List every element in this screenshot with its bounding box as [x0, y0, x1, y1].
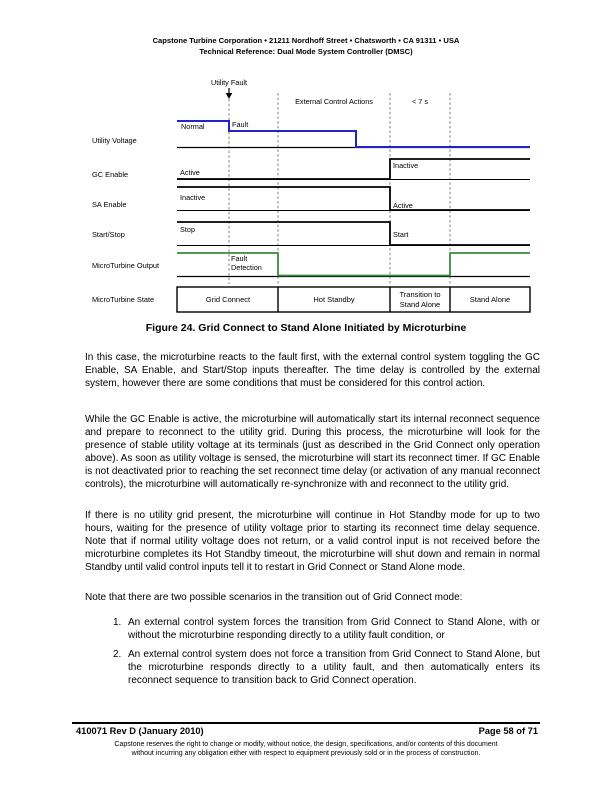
start-stop-stop-label: Stop: [180, 225, 196, 234]
list-item-1: An external control system forces the transition from Grid Connect to Stand Alone, with or without the microturbine responding directly to a utility fault condition, or: [128, 617, 540, 641]
state-grid-connect: Grid Connect: [205, 294, 251, 304]
fault-detection-line2: Detection: [231, 262, 262, 272]
list-item-1-number: 1.: [113, 617, 122, 628]
row-label-microturbine-output: MicroTurbine Output: [92, 261, 160, 270]
footer-divider: [72, 722, 540, 724]
row-label-microturbine-state: MicroTurbine State: [92, 295, 155, 304]
sa-enable-waveform: [177, 187, 530, 210]
down-arrow-icon: [226, 88, 233, 99]
figure-caption: Figure 24. Grid Connect to Stand Alone Initiated by Microturbine: [145, 322, 467, 334]
row-label-gc-enable: GC Enable: [92, 170, 129, 179]
external-control-actions-annotation: External Control Actions: [295, 97, 373, 106]
sa-enable-inactive-label: Inactive: [180, 193, 206, 202]
gc-enable-inactive-label: Inactive: [393, 161, 419, 170]
state-hot-standby: Hot Standby: [313, 294, 355, 304]
list-item-2: An external control system does not force a transition from Grid Connect to Stand Alone, but the microturbine responds directly to a utility fault, and then automatically enters its reconnect sequence to transition back to Grid Connect operation.: [128, 649, 540, 686]
sa-enable-active-label: Active: [393, 201, 413, 210]
footer-page-number: Page 58 of 71: [478, 726, 538, 736]
body-paragraph-2: While the GC Enable is active, the microturbine will automatically start its internal reconnect sequence and prepare to reconnect to the utility grid. During this process, the microturbine will look for the presence of stable utility voltage at its terminals (just as described in the Grid Connect only operation above). As soon as utility voltage is sensed, the microturbine will start its reconnect timer. If GC Enable is not deactivated prior to reaching the set reconnect time delay (or activation of any manual reconnect controls), the microturbine will automatically re-synchronize with and reconnect to the utility grid.: [85, 414, 540, 490]
utility-fault-annotation: Utility Fault: [210, 78, 248, 87]
utility-voltage-fault-label: Fault: [232, 120, 249, 129]
gc-enable-active-label: Active: [180, 168, 200, 177]
header-address: Capstone Turbine Corporation • 21211 Nordhoff Street • Chatsworth • CA 91311 • USA: [152, 36, 460, 45]
list-item-2-number: 2.: [113, 649, 122, 660]
state-transition-to-stand-alone: Transition to Stand Alone: [399, 290, 441, 309]
utility-voltage-normal-label: Normal: [181, 122, 205, 131]
row-label-sa-enable: SA Enable: [92, 200, 127, 209]
start-stop-start-label: Start: [393, 230, 409, 239]
fault-detection-line1: Fault: [231, 254, 248, 263]
signal-baselines: [177, 148, 530, 277]
footer-legal-line1: Capstone reserves the right to change or modify, without notice, the design, specifications, and/or contents of this document: [114, 741, 498, 748]
start-stop-waveform: [177, 222, 530, 245]
gc-enable-waveform: [177, 159, 530, 179]
row-label-start-stop: Start/Stop: [92, 230, 125, 239]
time-window-annotation: < 7 s: [411, 97, 429, 106]
footer-doc-ref: 410071 Rev D (January 2010): [76, 726, 204, 736]
footer-legal-line2: without incurring any obligation either with respect to equipment previously sold or in the process of construction.: [131, 750, 481, 757]
fault-detection-annotation: [231, 255, 275, 273]
microturbine-output-waveform: [177, 253, 530, 276]
header-doc-title: Technical Reference: Dual Mode System Controller (DMSC): [199, 47, 413, 56]
utility-voltage-waveform: [177, 121, 530, 147]
body-paragraph-4: Note that there are two possible scenarios in the transition out of Grid Connect mode:: [85, 592, 463, 603]
body-paragraph-3: If there is no utility grid present, the microturbine will continue in Hot Standby mode for up to two hours, waiting for the presence of utility voltage prior to starting its reconnect time delay sequence. Note that if normal utility voltage does not return, or a valid control input is not received before the microturbine completes its Hot Standby timeout, the microturbine will shut down and remain in normal Standby until valid control inputs tell it to restart in Grid Connect or Stand Alone mode.: [85, 510, 540, 573]
row-label-utility-voltage: Utility Voltage: [92, 136, 137, 145]
state-stand-alone: Stand Alone: [469, 294, 511, 304]
body-paragraph-1: In this case, the microturbine reacts to the fault first, with the external control system toggling the GC Enable, SA Enable, and Start/Stop inputs thereafter. The time delay is controlled by the external system, however there are some conditions that must be considered for this control action.: [85, 352, 540, 389]
